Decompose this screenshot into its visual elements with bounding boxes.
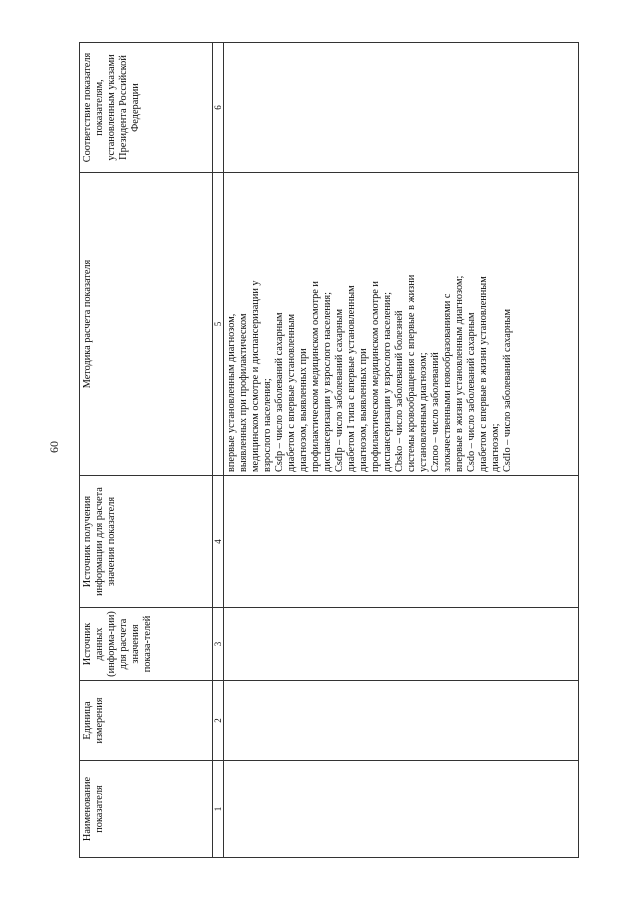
header-compliance: Соответствие показателя показателям, установленным указами Президента Российской Федерации: [80, 43, 213, 173]
indicator-table: [79, 42, 579, 858]
column-number: 4: [213, 476, 224, 608]
column-number: 5: [213, 173, 224, 476]
cell-method-text: впервые установленным диагнозом, выявленных при профилактическом медицинском осмотре и диспансеризации у взрослого населения; Csdp – число заболеваний сахарным диабетом с впервые установленным диагнозом, выявленных при профилактическом медицинском осмотре и диспансеризации у взрослого населения; CsdIp – число заболеваний сахарным диабетом I типа с впервые установленным диагнозом, выявленных при профилактическом медицинском осмотре и диспансеризации у взрослого населения; Cbsko – число заболеваний болезней системы кровообращения с впервые в жизни установленным диагнозом; Cznoo – число заболеваний злокачественными новообразованиями с впервые в жизни установленным диагнозом; Csdo – число заболеваний сахарным диабетом с впервые в жизни установленным диагнозом; CsdIo – число заболеваний сахарным: [224, 173, 579, 476]
cell-indicator-name: [224, 761, 579, 858]
header-unit: Единица измерения: [80, 681, 213, 761]
cell-unit: [224, 681, 579, 761]
header-data-source: Источник данных (информа-ции) для расчета значения показа-телей: [80, 608, 213, 681]
column-number: 3: [213, 608, 224, 681]
table-header-row: [80, 43, 213, 858]
table-row: [224, 43, 579, 858]
rotated-table-container: [79, 43, 579, 858]
cell-data-source: [224, 608, 579, 681]
header-indicator-name: Наименование показателя: [80, 761, 213, 858]
header-info-source: Источник получения информации для расчета значения показателя: [80, 476, 213, 608]
column-number: 1: [213, 761, 224, 858]
header-method: Методика расчета показателя: [80, 173, 213, 476]
cell-info-source: [224, 476, 579, 608]
column-number-row: [213, 43, 224, 858]
cell-compliance: [224, 43, 579, 173]
column-number: 6: [213, 43, 224, 173]
column-number: 2: [213, 681, 224, 761]
page-number: 60: [47, 441, 61, 453]
